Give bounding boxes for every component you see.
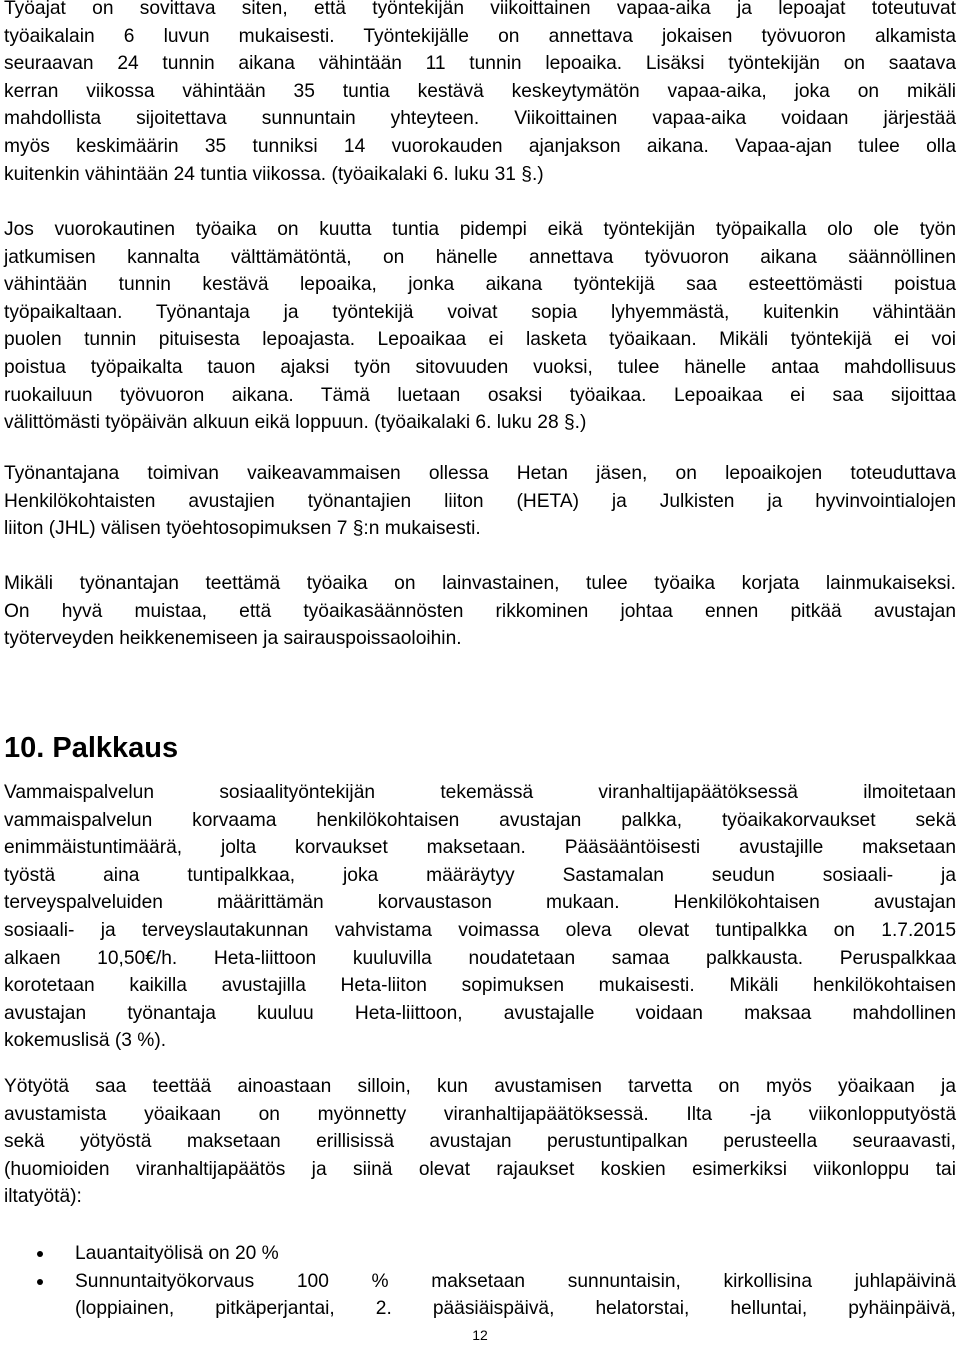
text-line: On hyvä muistaa, että työaikasäännösten rikkominen johtaa ennen pitkää avustajan — [4, 600, 956, 622]
list-item — [0, 1268, 956, 1323]
text-line: sosiaali- ja terveyslautakunnan vahvistama voimassa oleva olevat tuntipalkka on 1.7.2015 — [4, 919, 956, 941]
text-line: Yötyötä saa teettää ainoastaan silloin, kun avustamisen tarvetta on myös yöaikaan ja — [4, 1076, 956, 1097]
text-line: työterveyden heikkenemiseen ja sairauspoissaoloihin. — [4, 628, 462, 650]
paragraph-illegal-hours — [4, 570, 956, 653]
text-line: vähintään tunnin kestävä lepoaika, jonka aikana työntekijä saa esteettömästi poistua — [4, 274, 956, 296]
text-line: välittömästi työpäivän alkuun eikä loppuun. (työaikalaki 6. luku 28 §.) — [4, 412, 587, 434]
bullet-list — [0, 1240, 956, 1323]
text-line: puolen tunnin pituisesta lepoajasta. Lepoaikaa ei lasketa työaikaan. Mikäli työntekijä ei voi — [4, 329, 956, 351]
paragraph-rest-times — [4, 0, 956, 188]
text-line: Jos vuorokautinen työaika on kuutta tuntia pidempi eikä työntekijän työpaikalla olo ole työn — [4, 219, 956, 240]
text-line: enimmäistuntimäärä, jolta korvaukset maksetaan. Pääsääntöisesti avustajille maksetaan — [4, 837, 956, 859]
text-line: myös keskimäärin 35 tunniksi 14 vuorokauden ajanjakson aikana. Vapaa-ajan tulee olla — [4, 135, 956, 157]
page-number: 12 — [472, 1327, 488, 1343]
paragraph-heta — [4, 460, 956, 543]
text-line: Henkilökohtaisten avustajien työnantajien liiton (HETA) ja Julkisten ja hyvinvointialojen — [4, 490, 956, 512]
text-line: ruokailuun työvuoron aikana. Tämä luetaan osaksi työaikaa. Lepoaikaa ei saa sijoittaa — [4, 384, 956, 406]
text-line: Sunnuntaityökorvaus 100 % maksetaan sunnuntaisin, kirkollisina juhlapäivinä — [75, 1270, 956, 1292]
text-line: jatkumisen kannalta välttämätöntä, on hänelle annettava työvuoron aikana säännöllinen — [4, 246, 956, 268]
text-line: Työnantajana toimivan vaikeavammaisen ollessa Hetan jäsen, on lepoaikojen toteuduttava — [4, 463, 956, 484]
text-line: iltatyötä): — [4, 1186, 82, 1208]
paragraph-break-times — [4, 216, 956, 437]
paragraph-salary — [4, 779, 956, 1055]
text-line: Mikäli työnantajan teettämä työaika on lainvastainen, tulee työaika korjata lainmukaiseksi. — [4, 573, 956, 594]
text-line: terveyspalveluiden määrittämän korvaustason mukaan. Henkilökohtaisen avustajan — [4, 892, 956, 914]
text-line: työstä aina tuntipalkkaa, joka määräytyy Sastamalan seudun sosiaali- ja — [4, 864, 956, 886]
text-line: Lauantaityölisä on 20 % — [75, 1243, 279, 1264]
text-line: Työajat on sovittava siten, että työntekijän viikoittainen vapaa-aika ja lepoajat toteutuvat — [4, 0, 956, 19]
text-line: sekä yötyöstä maksetaan erillisissä avustajan perustuntipalkan perusteella seuraavasti, — [4, 1131, 956, 1153]
text-line: avustajan työnantaja kuuluu Heta-liittoon, avustajalle voidaan maksaa mahdollinen — [4, 1002, 956, 1024]
text-line: (loppiainen, pitkäperjantai, 2. pääsiäispäivä, helatorstai, helluntai, pyhäinpäivä, — [75, 1298, 956, 1320]
text-line: vammaispalvelun korvaama henkilökohtaisen avustajan palkka, työaikakorvaukset sekä — [4, 809, 956, 831]
text-line: liiton (JHL) välisen työehtosopimuksen 7 §:n mukaisesti. — [4, 518, 481, 540]
paragraph-night-work — [4, 1073, 956, 1211]
bullet-icon — [37, 1279, 43, 1285]
text-line: Vammaispalvelun sosiaalityöntekijän tekemässä viranhaltijapäätöksessä ilmoitetaan — [4, 782, 956, 803]
section-heading-palkkaus: 10. Palkkaus — [4, 732, 179, 764]
text-line: avustamista yöaikaan on myönnetty viranhaltijapäätöksessä. Ilta -ja viikonlopputyöstä — [4, 1103, 956, 1125]
text-line: työpaikaltaan. Työnantaja ja työntekijä voivat sopia lyhyemmästä, kuitenkin vähintään — [4, 301, 956, 323]
text-line: mahdollista sijoitettava sunnuntain yhteyteen. Viikoittainen vapaa-aika voidaan järjestää — [4, 108, 956, 130]
text-line: poistua työpaikalta tauon ajaksi työn sitovuuden vuoksi, tulee hänelle antaa mahdollisuus — [4, 356, 956, 378]
bullet-icon — [37, 1251, 43, 1257]
text-line: alkaen 10,50€/h. Heta-liittoon kuuluvilla noudatetaan samaa palkkausta. Peruspalkkaa — [4, 947, 956, 969]
text-line: seuraavan 24 tunnin aikana vähintään 11 tunnin lepoaika. Lisäksi työntekijän on saatava — [4, 53, 956, 75]
text-line: kerran viikossa vähintään 35 tuntia kestävä keskeytymätön vapaa-aika, joka on mikäli — [4, 80, 956, 102]
list-item — [0, 1240, 956, 1268]
text-line: työaikalain 6 luvun mukaisesti. Työntekijälle on annettava jokaisen työvuoron alkamista — [4, 25, 956, 47]
text-line: kokemuslisä (3 %). — [4, 1030, 167, 1052]
text-line: korotetaan kaikilla avustajilla Heta-liiton sopimuksen mukaisesti. Mikäli henkilökohtaisen — [4, 975, 956, 997]
text-line: (huomioiden viranhaltijapäätös ja siinä olevat rajaukset koskien esimerkiksi viikonloppu tai — [4, 1158, 956, 1180]
text-line: kuitenkin vähintään 24 tuntia viikossa. (työaikalaki 6. luku 31 §.) — [4, 163, 544, 185]
